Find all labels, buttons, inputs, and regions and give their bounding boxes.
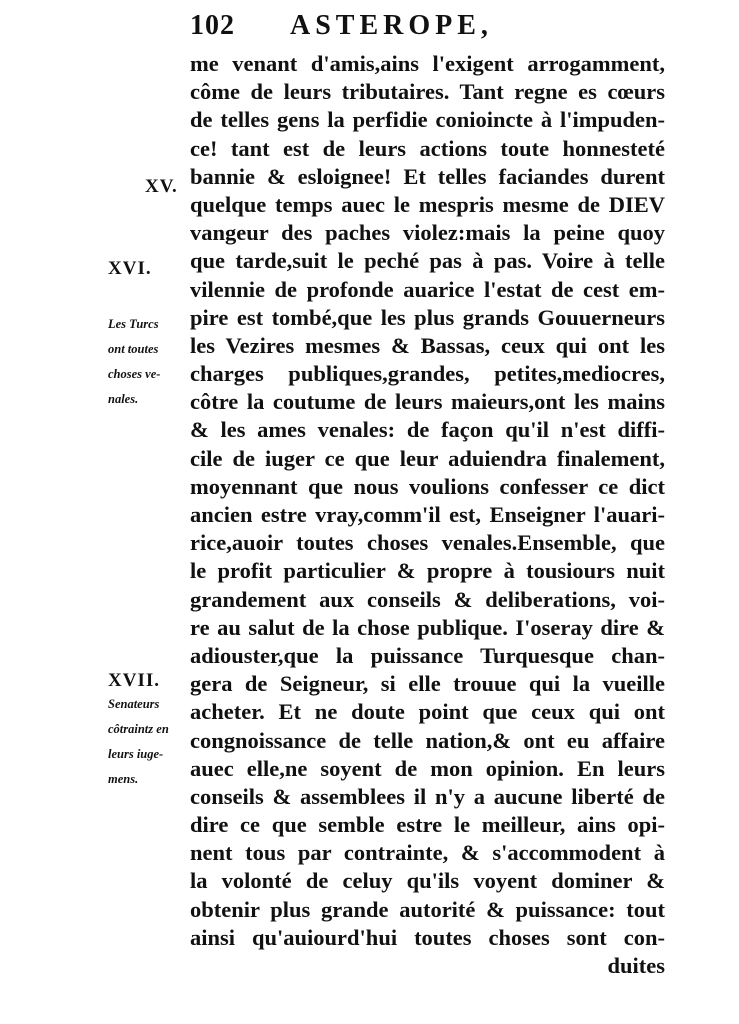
text-line: congnoissance de telle nation,& ont eu affaire	[190, 727, 665, 753]
text-line: moyennant que nous voulions confesser ce dict	[190, 473, 665, 499]
text-line: les Vezires mesmes & Bassas, ceux qui ont les	[190, 332, 665, 358]
text-line: de telles gens la perfidie conioincte à l'impuden-	[190, 107, 665, 133]
page-number: 102	[190, 10, 235, 41]
text-line: pire est tombé,que les plus grands Gouuerneurs	[190, 304, 665, 330]
margin-section-xvii	[108, 670, 190, 792]
margin-note-line: leurs iuge-	[108, 747, 164, 761]
text-line: cile de iuger ce que leur aduiendra finalement,	[190, 445, 665, 471]
section-number: XVII.	[108, 670, 160, 691]
margin-section-xvi	[108, 258, 190, 280]
running-head: ASTEROPE,	[290, 10, 493, 41]
text-line: conseils & assemblees il n'y a aucune liberté de	[190, 783, 665, 809]
margin-note-line: Les Turcs	[108, 317, 159, 331]
text-line: quelque temps auec le mespris mesme de DIEV	[190, 191, 665, 217]
text-line: côtre la coutume de leurs maieurs,ont les mains	[190, 389, 665, 415]
text-line: gera de Seigneur, si elle trouue qui la vueille	[190, 671, 665, 697]
catchword: duites	[607, 953, 665, 978]
text-line: le profit particulier & propre à tousiours nuit	[190, 558, 665, 584]
text-line: bannie & esloignee! Et telles faciandes durent	[190, 163, 665, 189]
text-line: ancien estre vray,comm'il est, Enseigner l'auari-	[190, 502, 665, 527]
margin-note-line: Senateurs	[108, 697, 160, 711]
text-line: vangeur des paches violez:mais la peine quoy	[190, 220, 665, 246]
text-line: charges publiques,grandes, petites,mediocres,	[190, 361, 665, 387]
margin-note-venal	[108, 312, 190, 412]
text-line: re au salut de la chose publique. I'oseray dire &	[190, 614, 665, 640]
text-line: ainsi qu'auiourd'hui toutes choses sont con-	[190, 924, 665, 950]
section-number: XVI.	[108, 258, 152, 279]
text-line: grandement aux conseils & deliberations, voi-	[190, 586, 665, 612]
text-line: acheter. Et ne doute point que ceux qui ont	[190, 699, 665, 725]
text-line: nent tous par contrainte, & s'accommodent à	[190, 840, 665, 866]
section-number: XV.	[145, 176, 178, 197]
margin-note-line: côtraintz en	[108, 722, 169, 736]
text-line: la volonté de celuy qu'ils voyent dominer &	[190, 868, 665, 894]
margin-note-line: choses ve-	[108, 367, 161, 381]
text-line: rice,auoir toutes choses venales.Ensemble, que	[190, 530, 665, 556]
margin-note-line: ont toutes	[108, 342, 159, 356]
text-line: côme de leurs tributaires. Tant regne es cœurs	[190, 79, 665, 105]
text-line: me venant d'amis,ains l'exigent arrogamment,	[190, 51, 665, 76]
text-line: auec elle,ne soyent de mon opinion. En leurs	[190, 755, 665, 781]
text-line: obtenir plus grande autorité & puissance: tout	[190, 896, 665, 922]
text-line: adiouster,que la puissance Turquesque chan-	[190, 642, 665, 668]
text-line: que tarde,suit le peché pas à pas. Voire à telle	[190, 248, 665, 274]
margin-note-line: mens.	[108, 772, 139, 786]
text-line: ce! tant est de leurs actions toute honnesteté	[190, 135, 665, 161]
page-header	[190, 8, 670, 42]
margin-note-line: nales.	[108, 392, 139, 406]
text-line: dire ce que semble estre le meilleur, ains opi-	[190, 812, 665, 838]
body-text	[190, 50, 665, 980]
text-line: vilennie de profonde auarice l'estat de cest em-	[190, 276, 665, 302]
text-line: & les ames venales: de façon qu'il n'est diffi-	[190, 417, 665, 443]
